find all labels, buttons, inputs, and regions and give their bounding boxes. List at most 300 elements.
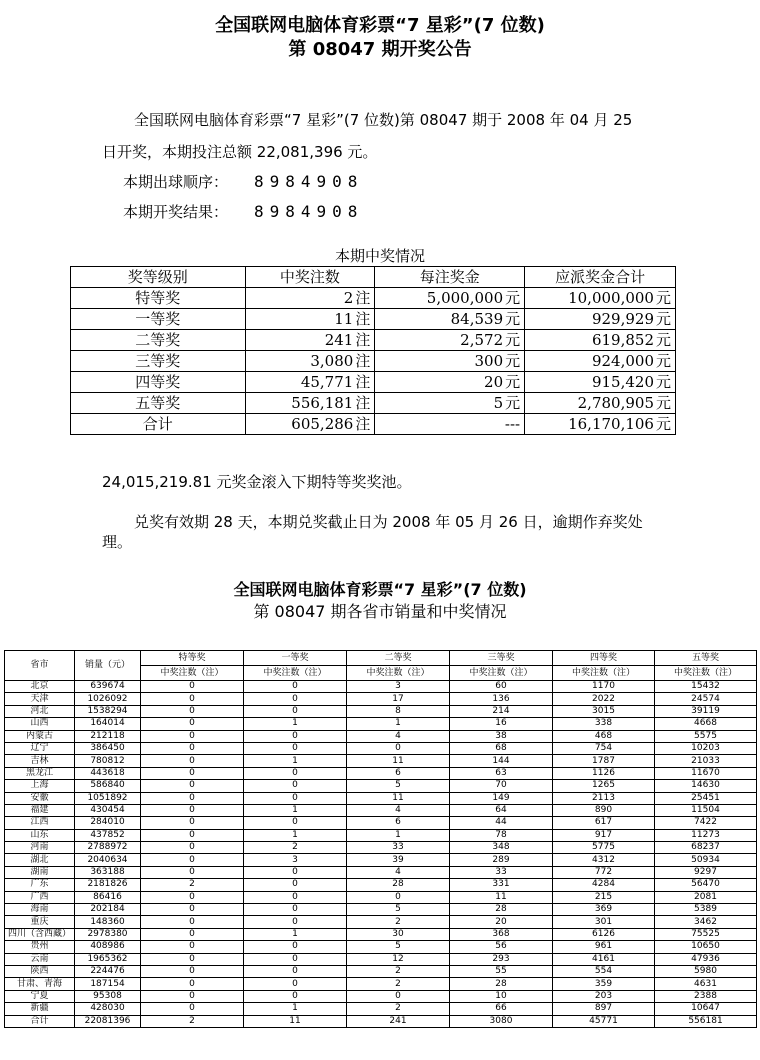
prize-level [71,393,246,414]
province-sales: 1051892 [75,792,141,804]
province-sales: 202184 [75,904,141,916]
prize-total-unit: 元 [655,415,671,433]
prize-count-unit: 注 [355,310,371,328]
count-level-5: 10650 [655,941,757,953]
count-level-5: 11504 [655,804,757,816]
prize-total-value: 10,000,000 [568,289,654,307]
count-level-2: 4 [347,866,450,878]
count-level-4: 4161 [553,953,655,965]
count-level-5: 2388 [655,990,757,1002]
province-row [5,693,757,705]
prize-row [71,372,676,393]
count-level-4: 1170 [553,681,655,693]
count-level-3: 44 [450,817,553,829]
count-level-1: 0 [244,965,347,977]
count-level-4: 1126 [553,767,655,779]
count-level-4: 3015 [553,705,655,717]
header-level-5: 五等奖 [655,651,757,666]
province-name: 宁夏 [5,990,75,1002]
count-level-1: 0 [244,767,347,779]
prize-level-value: 三等奖 [135,352,181,370]
count-level-5: 3462 [655,916,757,928]
count-level-3: 3080 [450,1015,553,1027]
count-level-1: 0 [244,792,347,804]
province-row [5,965,757,977]
subheader-count: 中奖注数（注） [244,666,347,681]
count-level-5: 15432 [655,681,757,693]
prize-table [70,266,676,435]
subheader-count: 中奖注数（注） [347,666,450,681]
prize-count [245,351,375,372]
count-level-3: 214 [450,705,553,717]
province-name: 新疆 [5,1003,75,1015]
count-special: 2 [141,1015,244,1027]
count-special: 0 [141,705,244,717]
prize-level [71,288,246,309]
province-sales: 1965362 [75,953,141,965]
count-special: 0 [141,928,244,940]
count-level-2: 1 [347,718,450,730]
province-row [5,916,757,928]
count-level-5: 39119 [655,705,757,717]
count-level-3: 289 [450,854,553,866]
count-level-2: 11 [347,755,450,767]
province-sales: 224476 [75,965,141,977]
prize-total-value: 16,170,106 [568,415,654,433]
province-name: 甘肃、青海 [5,978,75,990]
province-row [5,953,757,965]
prize-total [525,288,676,309]
count-level-5: 10647 [655,1003,757,1015]
count-level-5: 5389 [655,904,757,916]
count-level-3: 348 [450,842,553,854]
count-level-2: 30 [347,928,450,940]
count-level-5: 47936 [655,953,757,965]
redeem-note-line-2: 理。 [102,533,133,551]
count-level-4: 897 [553,1003,655,1015]
count-level-5: 556181 [655,1015,757,1027]
province-sales: 164014 [75,718,141,730]
count-level-3: 16 [450,718,553,730]
count-level-5: 4668 [655,718,757,730]
province-row [5,842,757,854]
header-count: 中奖注数 [245,267,375,288]
province-name: 黑龙江 [5,767,75,779]
count-level-1: 1 [244,804,347,816]
draw-order-label: 本期出球顺序： [123,173,229,191]
count-level-1: 2 [244,842,347,854]
draw-result-label: 本期开奖结果： [123,203,229,221]
province-row [5,891,757,903]
count-level-3: 149 [450,792,553,804]
count-level-1: 1 [244,928,347,940]
count-level-2: 2 [347,1003,450,1015]
rollover-note: 24,015,219.81 元奖金滚入下期特等奖奖池。 [102,473,412,491]
count-level-2: 4 [347,804,450,816]
count-level-1: 0 [244,780,347,792]
prize-count-value: 556,181 [291,394,354,412]
count-level-1: 1 [244,1003,347,1015]
province-name: 广东 [5,879,75,891]
count-level-2: 2 [347,978,450,990]
province-sales: 22081396 [75,1015,141,1027]
prize-level-value: 四等奖 [135,373,181,391]
prize-total [525,330,676,351]
prize-level [71,309,246,330]
count-level-5: 50934 [655,854,757,866]
prize-per-value: 5,000,000 [426,289,504,307]
province-row [5,730,757,742]
count-level-1: 1 [244,718,347,730]
count-level-3: 136 [450,693,553,705]
prize-count-value: 605,286 [291,415,354,433]
count-level-2: 1 [347,829,450,841]
count-level-2: 5 [347,941,450,953]
count-level-4: 203 [553,990,655,1002]
count-level-1: 0 [244,953,347,965]
prize-count [245,309,375,330]
count-level-4: 5775 [553,842,655,854]
province-row [5,767,757,779]
prize-total [525,309,676,330]
prize-per [375,309,525,330]
count-level-4: 215 [553,891,655,903]
count-special: 0 [141,767,244,779]
count-level-4: 468 [553,730,655,742]
count-level-3: 144 [450,755,553,767]
count-level-4: 4284 [553,879,655,891]
province-row [5,792,757,804]
province-name: 辽宁 [5,742,75,754]
province-sales: 408986 [75,941,141,953]
province-row [5,928,757,940]
prize-count [245,393,375,414]
prize-total-unit: 元 [655,331,671,349]
province-name: 河北 [5,705,75,717]
count-level-2: 241 [347,1015,450,1027]
count-special: 0 [141,693,244,705]
prize-count-unit: 注 [355,352,371,370]
count-level-2: 4 [347,730,450,742]
prize-row [71,414,676,435]
count-level-2: 6 [347,817,450,829]
draw-order-value: 8984908 [254,172,364,191]
count-special: 0 [141,742,244,754]
prize-per-unit: 元 [505,331,521,349]
province-row [5,804,757,816]
province-name: 河南 [5,842,75,854]
count-level-2: 2 [347,916,450,928]
prize-per [375,288,525,309]
province-name: 上海 [5,780,75,792]
count-level-3: 11 [450,891,553,903]
province-row [5,829,757,841]
count-level-3: 64 [450,804,553,816]
count-level-1: 0 [244,916,347,928]
count-level-2: 39 [347,854,450,866]
count-level-1: 0 [244,730,347,742]
count-level-3: 68 [450,742,553,754]
count-level-3: 33 [450,866,553,878]
prize-total-value: 619,852 [591,331,654,349]
header-total: 应派奖金合计 [525,267,676,288]
prize-count-unit: 注 [355,394,371,412]
province-table-header [5,651,757,666]
count-level-2: 28 [347,879,450,891]
subheader-count: 中奖注数（注） [553,666,655,681]
count-level-3: 70 [450,780,553,792]
prize-total-unit: 元 [655,310,671,328]
count-level-4: 2113 [553,792,655,804]
count-level-4: 917 [553,829,655,841]
prize-total-value: 915,420 [591,373,654,391]
prize-count [245,372,375,393]
province-sales: 363188 [75,866,141,878]
count-special: 0 [141,755,244,767]
prize-total [525,372,676,393]
count-level-2: 8 [347,705,450,717]
count-level-3: 293 [450,953,553,965]
count-level-5: 75525 [655,928,757,940]
province-sales: 443618 [75,767,141,779]
prize-count [245,288,375,309]
province-row [5,817,757,829]
header-province: 省市 [5,651,75,681]
count-level-4: 4312 [553,854,655,866]
province-name: 安徽 [5,792,75,804]
header-sales: 销量（元） [75,651,141,681]
prize-per [375,351,525,372]
province-row [5,780,757,792]
announcement-title: 全国联网电脑体育彩票“7 星彩”(7 位数) [215,15,545,36]
prize-table-header [71,267,676,288]
prize-per-unit: 元 [505,352,521,370]
prize-level [71,372,246,393]
province-table [4,650,757,1028]
province-row [5,854,757,866]
province-name: 云南 [5,953,75,965]
subheader-count: 中奖注数（注） [655,666,757,681]
province-section-title: 全国联网电脑体育彩票“7 星彩”(7 位数) [233,580,527,599]
province-sales: 187154 [75,978,141,990]
count-level-3: 60 [450,681,553,693]
province-sales: 2788972 [75,842,141,854]
province-sales: 212118 [75,730,141,742]
province-name: 北京 [5,681,75,693]
count-level-4: 961 [553,941,655,953]
count-special: 0 [141,792,244,804]
province-sales: 428030 [75,1003,141,1015]
count-level-3: 55 [450,965,553,977]
province-row [5,742,757,754]
prize-count-unit: 注 [355,331,371,349]
count-level-5: 4631 [655,978,757,990]
province-row [5,1003,757,1015]
count-level-5: 24574 [655,693,757,705]
count-level-2: 3 [347,681,450,693]
province-sales: 1026092 [75,693,141,705]
province-section-subtitle: 第 08047 期各省市销量和中奖情况 [253,602,507,621]
province-name: 内蒙古 [5,730,75,742]
count-level-3: 56 [450,941,553,953]
count-level-1: 0 [244,705,347,717]
province-sales: 2040634 [75,854,141,866]
count-level-2: 11 [347,792,450,804]
prize-count-value: 2 [343,289,354,307]
prize-level [71,330,246,351]
count-level-2: 33 [347,842,450,854]
count-special: 0 [141,978,244,990]
province-name: 海南 [5,904,75,916]
count-level-5: 7422 [655,817,757,829]
province-row [5,866,757,878]
province-name: 山东 [5,829,75,841]
province-sales: 386450 [75,742,141,754]
prize-per-value: 300 [474,352,504,370]
province-row [5,904,757,916]
header-level-4: 四等奖 [553,651,655,666]
prize-count-value: 11 [334,310,354,328]
province-sales: 1538294 [75,705,141,717]
count-level-4: 2022 [553,693,655,705]
count-level-4: 1787 [553,755,655,767]
prize-per-value: 5 [493,394,504,412]
intro-line-2: 日开奖，本期投注总额 22,081,396 元。 [102,143,378,161]
province-name: 合计 [5,1015,75,1027]
prize-count-unit: 注 [355,289,371,307]
prize-row [71,309,676,330]
count-level-5: 56470 [655,879,757,891]
prize-total [525,414,676,435]
count-special: 0 [141,990,244,1002]
count-special: 0 [141,866,244,878]
count-special: 0 [141,730,244,742]
count-level-1: 0 [244,866,347,878]
count-level-3: 78 [450,829,553,841]
count-level-1: 0 [244,978,347,990]
province-sales: 437852 [75,829,141,841]
province-name: 广西 [5,891,75,903]
count-level-5: 11273 [655,829,757,841]
count-level-1: 0 [244,693,347,705]
province-row [5,718,757,730]
count-level-4: 369 [553,904,655,916]
count-level-1: 0 [244,941,347,953]
count-level-1: 0 [244,879,347,891]
prize-row [71,393,676,414]
count-level-5: 25451 [655,792,757,804]
province-sales: 95308 [75,990,141,1002]
count-special: 0 [141,1003,244,1015]
count-special: 0 [141,681,244,693]
province-name: 天津 [5,693,75,705]
prize-level [71,351,246,372]
count-special: 0 [141,965,244,977]
count-level-1: 0 [244,817,347,829]
province-row [5,681,757,693]
count-level-4: 1265 [553,780,655,792]
count-level-5: 68237 [655,842,757,854]
province-name: 吉林 [5,755,75,767]
prize-per-unit: 元 [505,310,521,328]
header-level: 奖等级别 [71,267,246,288]
count-special: 0 [141,891,244,903]
prize-total-unit: 元 [655,373,671,391]
province-sales: 86416 [75,891,141,903]
count-level-5: 21033 [655,755,757,767]
count-special: 0 [141,829,244,841]
province-sales: 780812 [75,755,141,767]
count-special: 0 [141,953,244,965]
prize-per-value: 84,539 [450,310,504,328]
count-level-4: 338 [553,718,655,730]
prize-total-unit: 元 [655,352,671,370]
prize-count-value: 3,080 [310,352,354,370]
prize-per-unit: 元 [505,373,521,391]
subheader-count: 中奖注数（注） [450,666,553,681]
prize-per-unit: 元 [505,289,521,307]
prize-row [71,330,676,351]
prize-count-value: 45,771 [300,373,354,391]
prize-total [525,393,676,414]
province-row [5,978,757,990]
count-level-1: 0 [244,891,347,903]
count-level-1: 3 [244,854,347,866]
province-sales: 430454 [75,804,141,816]
subheader-count: 中奖注数（注） [141,666,244,681]
prize-per [375,372,525,393]
prize-total-value: 2,780,905 [577,394,654,412]
count-level-3: 20 [450,916,553,928]
count-level-1: 1 [244,829,347,841]
count-level-1: 11 [244,1015,347,1027]
count-level-5: 9297 [655,866,757,878]
count-level-2: 2 [347,965,450,977]
count-special: 0 [141,842,244,854]
prize-per [375,393,525,414]
prize-total-value: 929,929 [591,310,654,328]
prize-count-unit: 注 [355,415,371,433]
count-level-2: 6 [347,767,450,779]
prize-count [245,414,375,435]
count-level-2: 5 [347,780,450,792]
intro-line-1: 全国联网电脑体育彩票“7 星彩”(7 位数)第 08047 期于 2008 年 04 月 25 [134,111,633,129]
prize-level-value: 合计 [142,415,173,433]
count-level-1: 1 [244,755,347,767]
province-row [5,941,757,953]
count-level-4: 772 [553,866,655,878]
header-level-special: 特等奖 [141,651,244,666]
count-level-5: 2081 [655,891,757,903]
prize-count [245,330,375,351]
count-level-3: 28 [450,978,553,990]
count-level-5: 11670 [655,767,757,779]
province-name: 湖北 [5,854,75,866]
count-level-2: 0 [347,891,450,903]
count-level-5: 10203 [655,742,757,754]
prize-level-value: 一等奖 [135,310,181,328]
count-level-4: 554 [553,965,655,977]
province-sales: 2978380 [75,928,141,940]
header-level-1: 一等奖 [244,651,347,666]
prize-per-value: --- [504,415,521,433]
province-name: 重庆 [5,916,75,928]
prize-total-unit: 元 [655,289,671,307]
province-sales: 284010 [75,817,141,829]
province-sales: 148360 [75,916,141,928]
count-level-3: 368 [450,928,553,940]
count-level-3: 331 [450,879,553,891]
